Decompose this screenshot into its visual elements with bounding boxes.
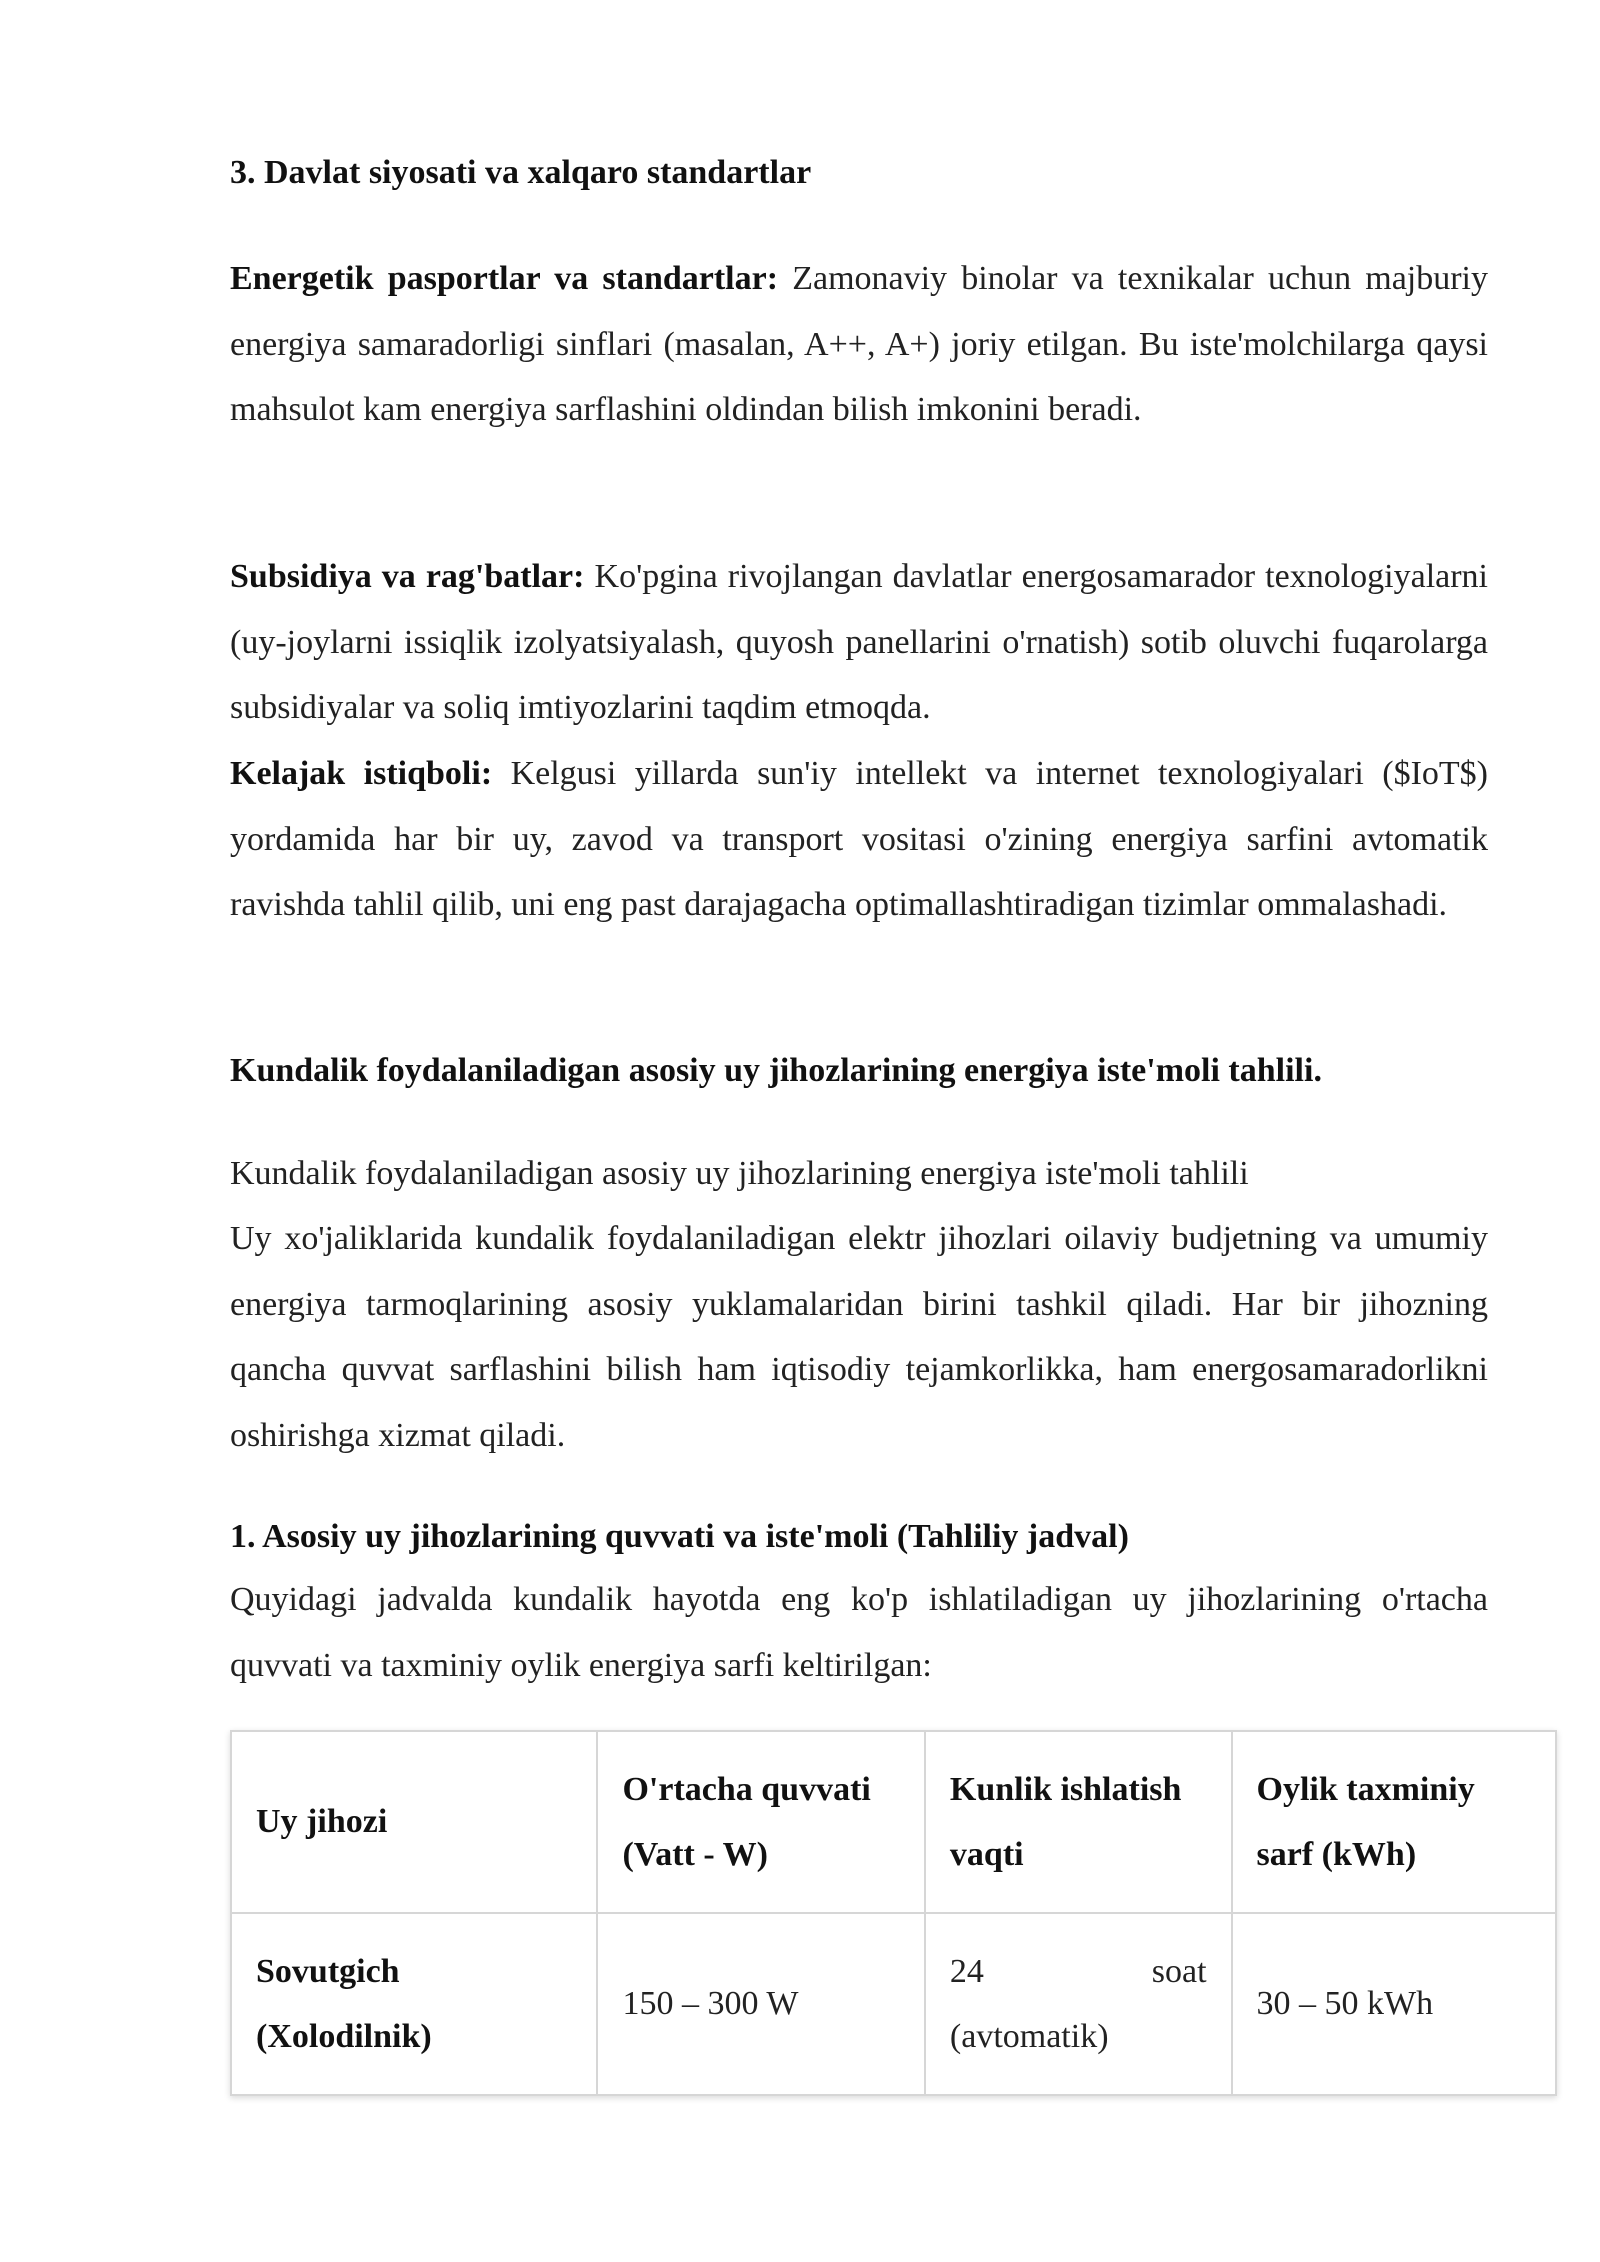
paragraph-lead-subsidies: Subsidiya va rag'batlar: xyxy=(230,558,585,595)
paragraph-text-subsidies: Ko'pgina rivojlangan davlatlar energosamarador texnologiyalarni (uy-joylarni issiqlik izolyatsiyalash, quyosh panellarini o'rnatish) sotib oluvchi fuqarolarga subsidiyalar va soliq imtiyozlarini taqdim etmoqda. xyxy=(230,558,1489,726)
table-header-cell: Oylik taxminiy sarf (kWh) xyxy=(1232,1731,1556,1913)
section-heading-analysis: Kundalik foydalaniladigan asosiy uy jihozlarining energiya iste'moli tahlili. xyxy=(230,1052,1322,1089)
table-header-cell: O'rtacha quvvati (Vatt - W) xyxy=(597,1731,924,1913)
table-cell-daily-time-line1: 24 soat xyxy=(949,1952,1207,1990)
paragraph-subsidies xyxy=(230,544,1488,741)
table-header-cell: Uy jihozi xyxy=(231,1731,597,1913)
paragraph-text-energy-passports: Zamonaviy binolar va texnikalar uchun majburiy energiya samaradorligi sinflari (masalan, A++, A+) joriy etilgan. Bu iste'molchilarga qaysi mahsulot kam energiya sarflashini oldindan bilish imkonini beradi. xyxy=(230,260,1488,428)
paragraph-text-future-outlook: Kelgusi yillarda sun'iy intellekt va internet texnologiyalari ($IoT$) yordamida har bir uy, zavod va transport vositasi o'zining energiya sarfini avtomatik ravishda tahlil qilib, uni eng past darajagacha optimallashtiradigan tizimlar ommalashadi. xyxy=(230,755,1488,923)
table-cell-power: 150 – 300 W xyxy=(597,1913,924,2095)
table-header-row xyxy=(231,1731,1556,1913)
table-cell-daily-time-line2: (avtomatik) xyxy=(949,2018,1109,2055)
section-heading-table: 1. Asosiy uy jihozlarining quvvati va iste'moli (Tahliliy jadval) xyxy=(230,1518,1129,1555)
table-cell-daily-time xyxy=(925,1913,1232,2095)
paragraph-lead-future-outlook: Kelajak istiqboli: xyxy=(230,755,493,792)
paragraph-analysis-intro: Uy xo'jaliklarida kundalik foydalaniladigan elektr jihozlari oilaviy budjetning va umumiy energiya tarmoqlarining asosiy yuklamalaridan birini tashkil qiladi. Har bir jihozning qancha quvvat sarflashini bilish ham iqtisodiy tejamkorlikka, ham energosamaradorlikni oshirishga xizmat qiladi. xyxy=(230,1220,1488,1454)
paragraph-lead-energy-passports: Energetik pasportlar va standartlar: xyxy=(230,260,779,297)
paragraph-future-outlook xyxy=(230,741,1488,938)
paragraph-table-intro: Quyidagi jadvalda kundalik hayotda eng ko'p ishlatiladigan uy jihozlarining o'rtacha quvvati va taxminiy oylik energiya sarfi keltirilgan: xyxy=(230,1581,1488,1684)
table-header-cell: Kunlik ishlatish vaqti xyxy=(925,1731,1232,1913)
paragraph-analysis-subtitle: Kundalik foydalaniladigan asosiy uy jihozlarining energiya iste'moli tahlili xyxy=(230,1155,1249,1192)
table-cell-appliance: Sovutgich (Xolodilnik) xyxy=(231,1913,597,2095)
section-heading-policy: 3. Davlat siyosati va xalqaro standartlar xyxy=(230,154,812,191)
paragraph-energy-passports xyxy=(230,246,1488,443)
appliance-table xyxy=(230,1730,1557,2096)
table-cell-monthly: 30 – 50 kWh xyxy=(1232,1913,1556,2095)
table-row xyxy=(231,1913,1556,2095)
